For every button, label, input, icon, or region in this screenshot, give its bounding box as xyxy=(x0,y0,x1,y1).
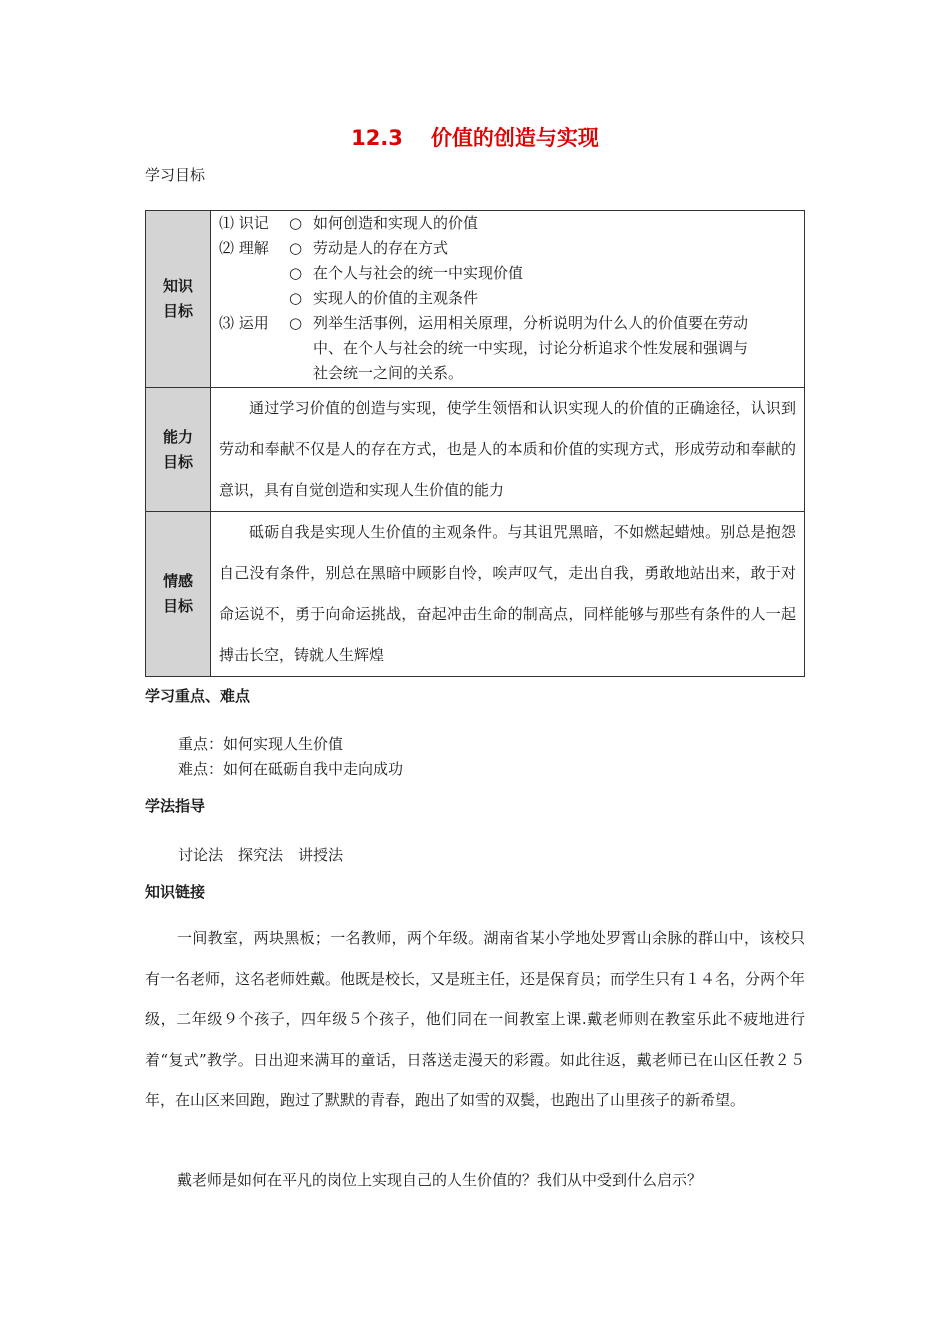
goals-table xyxy=(145,210,805,677)
knowledge-line: 社会统一之间的关系。 xyxy=(313,364,464,382)
emotion-text: 砥砺自我是实现人生价值的主观条件。与其诅咒黑暗，不如燃起蜡烛。别总是抱怨自己没有条件，别总在黑暗中顾影自怜，唉声叹气，走出自我，勇敢地站出来，敢于对命运说不，勇于向命运挑战，奋起冲击生命的制高点，同样能够与那些有条件的人一起搏击长空，铸就人生辉煌 xyxy=(219,523,796,664)
knowledge-line: ⑶ 运用 ○ 列举生活事例，运用相关原理，分析说明为什么人的价值要在劳动 xyxy=(219,314,749,332)
knowledge-line: ○ 实现人的价值的主观条件 xyxy=(289,289,479,307)
knowledge-line: ○ 在个人与社会的统一中实现价值 xyxy=(289,264,524,282)
knowledge-line: ⑴ 识记 ○ 如何创造和实现人的价值 xyxy=(219,214,479,232)
ability-text: 通过学习价值的创造与实现，使学生领悟和认识实现人的价值的正确途径，认识到劳动和奉献不仅是人的存在方式，也是人的本质和价值的实现方式，形成劳动和奉献的意识，具有自觉创造和实现人生价值的能力 xyxy=(219,399,796,499)
ability-label: 能力 目标 xyxy=(146,388,211,512)
link-heading: 知识链接 xyxy=(145,883,206,901)
knowledge-content xyxy=(211,211,805,388)
goals-caption: 学习目标 xyxy=(145,166,206,184)
section-number: 12.3 xyxy=(351,126,403,150)
ability-content xyxy=(211,388,805,512)
title-text: 价值的创造与实现 xyxy=(430,126,599,150)
difficulty-text: 难点：如何在砥砺自我中走向成功 xyxy=(178,760,404,778)
link-question: 戴老师是如何在平凡的岗位上实现自己的人生价值的？我们从中受到什么启示？ xyxy=(177,1171,703,1189)
knowledge-row xyxy=(146,211,805,388)
focus-text: 重点：如何实现人生价值 xyxy=(178,735,344,753)
key-points-heading: 学习重点、难点 xyxy=(145,687,251,705)
knowledge-line: 中、在个人与社会的统一中实现，讨论分析追求个性发展和强调与 xyxy=(313,339,749,357)
method-text: 讨论法 探究法 讲授法 xyxy=(178,846,344,864)
emotion-label: 情感 目标 xyxy=(146,512,211,677)
knowledge-label: 知识 目标 xyxy=(146,211,211,388)
page-title xyxy=(0,122,950,152)
emotion-content xyxy=(211,512,805,677)
method-heading: 学法指导 xyxy=(145,797,206,815)
knowledge-line: ⑵ 理解 ○ 劳动是人的存在方式 xyxy=(219,239,449,257)
ability-row xyxy=(146,388,805,512)
link-paragraph: 一间教室，两块黑板；一名教师，两个年级。湖南省某小学地处罗霄山余脉的群山中，该校只有一名老师，这名老师姓戴。他既是校长，又是班主任，还是保育员；而学生只有１４名，分两个年级，二年级９个孩子，四年级５个孩子，他们同在一间教室上课.戴老师则在教室乐此不疲地进行着“复式”教学。日出迎来满耳的童话，日落送走漫天的彩霞。如此往返，戴老师已在山区任教２５年，在山区来回跑，跑过了默默的青春，跑出了如雪的双鬓，也跑出了山里孩子的新希望。 xyxy=(145,929,806,1109)
emotion-row xyxy=(146,512,805,677)
